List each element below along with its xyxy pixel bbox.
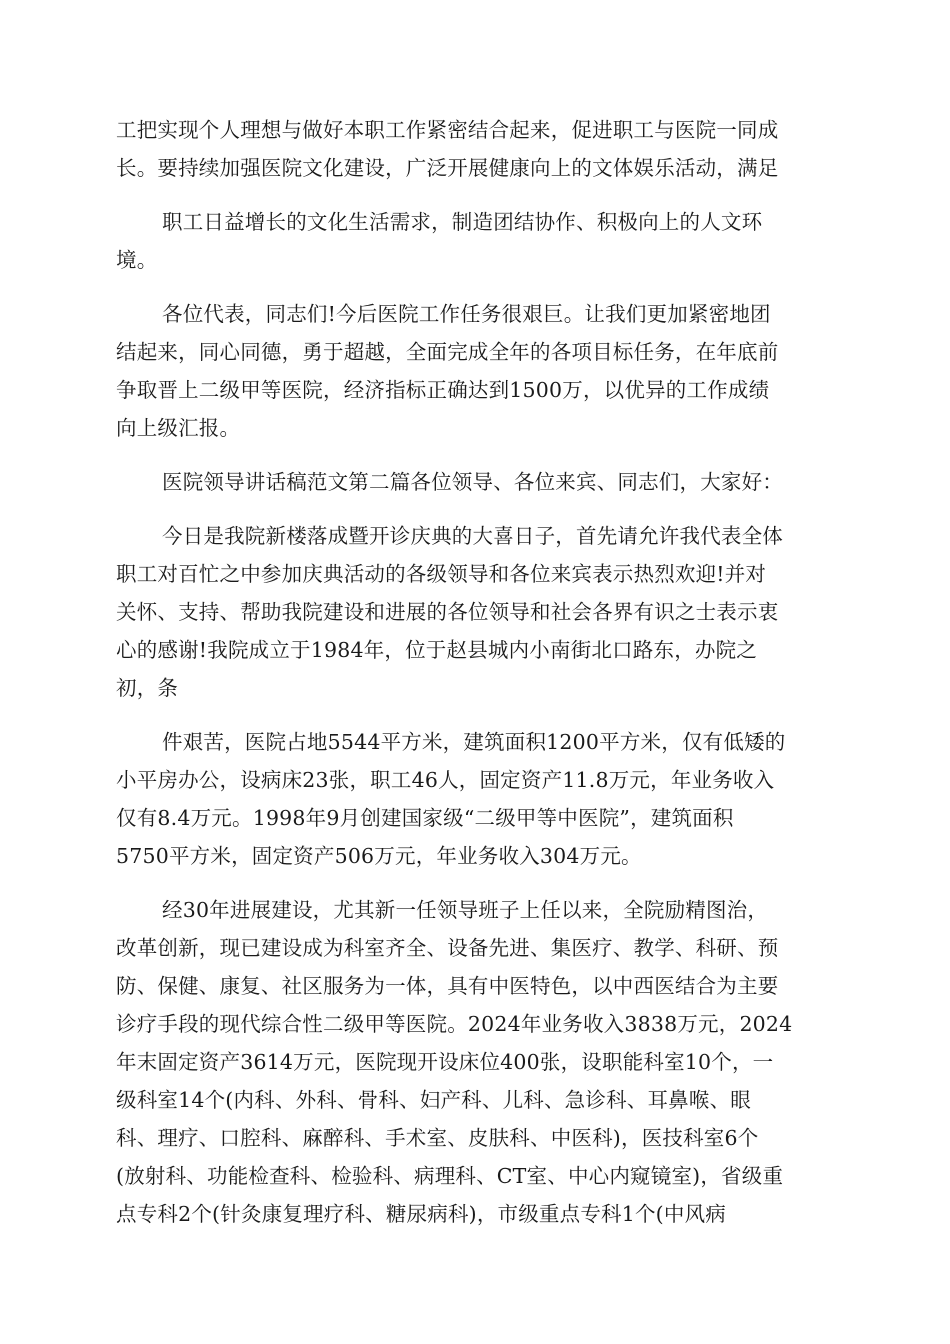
text-line: 职工对百忙之中参加庆典活动的各级领导和各位来宾表示热烈欢迎!并对 xyxy=(116,562,767,586)
text-line: 初，条 xyxy=(116,676,179,700)
text-line: 今日是我院新楼落成暨开诊庆典的大喜日子，首先请允许我代表全体 xyxy=(162,524,783,548)
text-line: 仅有8.4万元。1998年9月创建国家级“二级甲等中医院”，建筑面积 xyxy=(116,806,734,830)
text-line: 科、理疗、口腔科、麻醉科、手术室、皮肤科、中医科)，医技科室6个 xyxy=(116,1126,759,1150)
text-line: 医院领导讲话稿范文第二篇各位领导、各位来宾、同志们，大家好： xyxy=(162,470,783,494)
text-line: 境。 xyxy=(116,248,158,272)
text-line: 级科室14个(内科、外科、骨科、妇产科、儿科、急诊科、耳鼻喉、眼 xyxy=(116,1088,751,1112)
text-line: 关怀、支持、帮助我院建设和进展的各位领导和社会各界有识之士表示衷 xyxy=(116,600,779,624)
text-line: 争取晋上二级甲等医院，经济指标正确达到1500万，以优异的工作成绩 xyxy=(116,378,770,402)
text-line: 改革创新，现已建设成为科室齐全、设备先进、集医疗、教学、科研、预 xyxy=(116,936,779,960)
text-line: 结起来，同心同德，勇于超越，全面完成全年的各项目标任务，在年底前 xyxy=(116,340,779,364)
text-line: 防、保健、康复、社区服务为一体，具有中医特色，以中西医结合为主要 xyxy=(116,974,779,998)
text-line: 点专科2个(针灸康复理疗科、糖尿病科)，市级重点专科1个(中风病 xyxy=(116,1202,726,1226)
text-line: 各位代表，同志们!今后医院工作任务很艰巨。让我们更加紧密地团 xyxy=(162,302,771,326)
text-line: 工把实现个人理想与做好本职工作紧密结合起来，促进职工与医院一同成 xyxy=(116,118,779,142)
text-line: 诊疗手段的现代综合性二级甲等医院。2024年业务收入3838万元，2024 xyxy=(116,1012,793,1036)
text-line: 小平房办公，设病床23张，职工46人，固定资产11.8万元，年业务收入 xyxy=(116,768,775,792)
text-line: 向上级汇报。 xyxy=(116,416,241,440)
text-line: 件艰苦，医院占地5544平方米，建筑面积1200平方米，仅有低矮的 xyxy=(162,730,786,754)
text-line: 职工日益增长的文化生活需求，制造团结协作、积极向上的人文环 xyxy=(162,210,763,234)
text-line: 心的感谢!我院成立于1984年，位于赵县城内小南街北口路东，办院之 xyxy=(116,638,758,662)
text-line: (放射科、功能检查科、检验科、病理科、CT室、中心内窥镜室)，省级重 xyxy=(116,1164,784,1188)
text-line: 经30年进展建设，尤其新一任领导班子上任以来，全院励精图治， xyxy=(162,898,769,922)
text-line: 年末固定资产3614万元，医院现开设床位400张，设职能科室10个，一 xyxy=(116,1050,774,1074)
text-line: 5750平方米，固定资产506万元，年业务收入304万元。 xyxy=(116,844,642,868)
text-line: 长。要持续加强医院文化建设，广泛开展健康向上的文体娱乐活动，满足 xyxy=(116,156,779,180)
